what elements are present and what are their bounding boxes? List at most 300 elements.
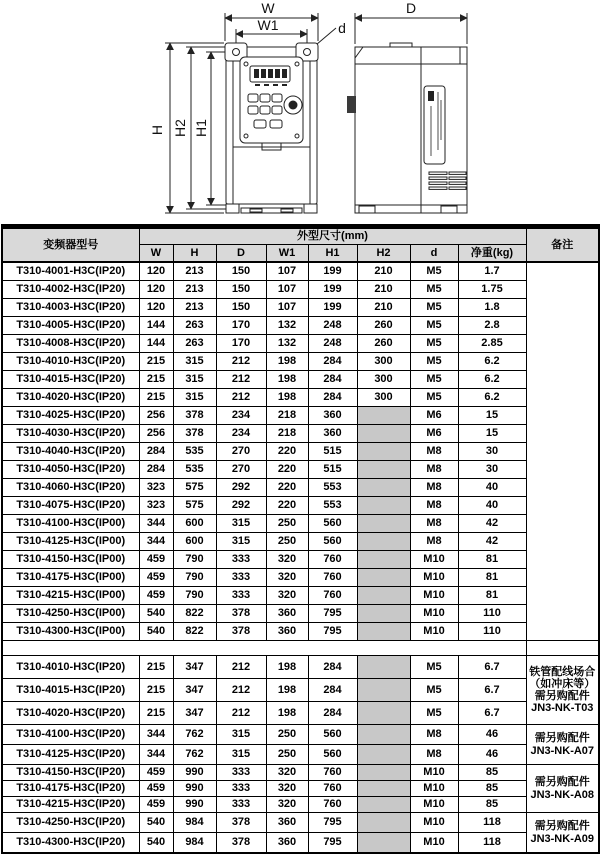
- dim-cell: 560: [308, 533, 357, 551]
- dim-cell: M6: [410, 407, 458, 425]
- model-cell: T310-4150-H3C(IP00): [2, 551, 139, 569]
- model-cell: T310-4015-H3C(IP20): [2, 679, 139, 702]
- dim-cell: 150: [216, 262, 266, 281]
- dim-cell: 333: [216, 587, 266, 605]
- dim-cell: 822: [173, 605, 216, 623]
- dim-cell: 990: [173, 765, 216, 781]
- separator-remark-cell: [526, 641, 599, 656]
- dim-cell: 212: [216, 353, 266, 371]
- dim-cell: 6.7: [458, 656, 526, 679]
- dim-cell: 1.7: [458, 262, 526, 281]
- dim-cell: 15: [458, 407, 526, 425]
- remark-line: 需另购配件: [534, 690, 590, 702]
- dim-cell: [357, 781, 410, 797]
- dim-cell: 118: [458, 833, 526, 854]
- remark-line: JN3-NK-A07: [530, 744, 595, 757]
- col-header-h1: H1: [308, 245, 357, 263]
- model-cell: T310-4030-H3C(IP20): [2, 425, 139, 443]
- dim-cell: 378: [173, 425, 216, 443]
- dim-cell: 215: [139, 702, 173, 725]
- dim-cell: 333: [216, 569, 266, 587]
- dim-cell: 40: [458, 479, 526, 497]
- dim-cell: 540: [139, 833, 173, 854]
- dim-cell: 560: [308, 725, 357, 745]
- dim-cell: M10: [410, 551, 458, 569]
- dim-cell: 315: [216, 725, 266, 745]
- dim-cell: 42: [458, 515, 526, 533]
- dim-cell: 85: [458, 797, 526, 813]
- col-header-d: D: [216, 245, 266, 263]
- table-row: [2, 281, 599, 299]
- dim-cell: 990: [173, 797, 216, 813]
- dim-cell: M8: [410, 515, 458, 533]
- model-cell: T310-4020-H3C(IP20): [2, 702, 139, 725]
- dim-cell: M8: [410, 745, 458, 765]
- remark-line: 需另购配件: [534, 732, 590, 745]
- dim-cell: 40: [458, 497, 526, 515]
- dim-cell: M10: [410, 813, 458, 833]
- model-cell: T310-4015-H3C(IP20): [2, 371, 139, 389]
- dim-cell: M10: [410, 833, 458, 854]
- dim-cell: 347: [173, 702, 216, 725]
- dim-cell: 560: [308, 515, 357, 533]
- dim-cell: 132: [266, 317, 308, 335]
- dim-label-depth: D: [405, 0, 417, 16]
- dim-cell: 515: [308, 461, 357, 479]
- dim-cell: 378: [216, 605, 266, 623]
- dim-cell: 120: [139, 299, 173, 317]
- table-row: [2, 605, 599, 623]
- dim-cell: 822: [173, 623, 216, 641]
- dim-cell: 107: [266, 262, 308, 281]
- front-view: [165, 13, 336, 213]
- dim-cell: 284: [308, 679, 357, 702]
- remark-cell: [526, 765, 599, 813]
- dim-cell: 215: [139, 389, 173, 407]
- model-cell: T310-4215-H3C(IP00): [2, 587, 139, 605]
- dim-cell: 6.2: [458, 371, 526, 389]
- dim-cell: M5: [410, 679, 458, 702]
- dim-cell: M5: [410, 262, 458, 281]
- remark-line: 需另购配件: [534, 776, 590, 789]
- remark-cell: [526, 656, 599, 725]
- model-cell: T310-4050-H3C(IP20): [2, 461, 139, 479]
- dim-cell: 320: [266, 569, 308, 587]
- dim-cell: 144: [139, 317, 173, 335]
- dim-cell: 215: [139, 679, 173, 702]
- table-row: [2, 813, 599, 833]
- dim-cell: M5: [410, 353, 458, 371]
- table-row: [2, 443, 599, 461]
- dim-cell: 300: [357, 389, 410, 407]
- dim-cell: 315: [173, 389, 216, 407]
- dim-cell: 315: [216, 533, 266, 551]
- model-cell: T310-4040-H3C(IP20): [2, 443, 139, 461]
- dim-cell: M8: [410, 443, 458, 461]
- dim-cell: 46: [458, 725, 526, 745]
- dim-cell: M5: [410, 299, 458, 317]
- model-cell: T310-4250-H3C(IP20): [2, 813, 139, 833]
- dim-cell: [357, 702, 410, 725]
- dim-cell: 30: [458, 443, 526, 461]
- dim-cell: 459: [139, 587, 173, 605]
- dim-cell: 760: [308, 765, 357, 781]
- dim-cell: 150: [216, 281, 266, 299]
- dim-cell: 234: [216, 425, 266, 443]
- dim-cell: 459: [139, 797, 173, 813]
- dim-cell: 110: [458, 605, 526, 623]
- dim-cell: [357, 569, 410, 587]
- dim-cell: 218: [266, 425, 308, 443]
- table-row: [2, 515, 599, 533]
- model-cell: T310-4008-H3C(IP20): [2, 335, 139, 353]
- dim-cell: [357, 407, 410, 425]
- dim-cell: M5: [410, 335, 458, 353]
- dim-cell: 212: [216, 389, 266, 407]
- remark-cell: [526, 813, 599, 854]
- dim-cell: 378: [216, 833, 266, 854]
- dim-cell: 795: [308, 605, 357, 623]
- dim-cell: 1.8: [458, 299, 526, 317]
- dim-cell: [357, 813, 410, 833]
- dim-label-w1: W1: [257, 17, 279, 33]
- side-mount-tab: [347, 96, 356, 113]
- model-cell: T310-4300-H3C(IP00): [2, 623, 139, 641]
- dim-cell: 378: [173, 407, 216, 425]
- dim-cell: 198: [266, 702, 308, 725]
- dim-cell: 540: [139, 623, 173, 641]
- dim-cell: [357, 679, 410, 702]
- dim-label-w: W: [261, 0, 275, 16]
- dim-cell: M8: [410, 497, 458, 515]
- dim-cell: 85: [458, 781, 526, 797]
- dim-cell: 220: [266, 479, 308, 497]
- dim-cell: 360: [266, 623, 308, 641]
- dim-cell: M5: [410, 656, 458, 679]
- table-row: [2, 702, 599, 725]
- dim-cell: 333: [216, 781, 266, 797]
- dim-cell: M5: [410, 371, 458, 389]
- dim-cell: 260: [357, 335, 410, 353]
- dim-cell: 6.7: [458, 702, 526, 725]
- remark-line: 铁管配线场合: [529, 665, 596, 678]
- table-row: [2, 679, 599, 702]
- side-body: [355, 47, 467, 213]
- dim-cell: M10: [410, 569, 458, 587]
- dim-cell: 575: [173, 497, 216, 515]
- model-cell: T310-4100-H3C(IP00): [2, 515, 139, 533]
- dim-cell: 132: [266, 335, 308, 353]
- dim-cell: 760: [308, 551, 357, 569]
- dim-cell: M10: [410, 623, 458, 641]
- dim-cell: 150: [216, 299, 266, 317]
- dim-cell: 218: [266, 407, 308, 425]
- dim-cell: M6: [410, 425, 458, 443]
- dim-cell: 2.85: [458, 335, 526, 353]
- dim-cell: 263: [173, 335, 216, 353]
- col-header-h: H: [173, 245, 216, 263]
- dim-cell: 762: [173, 725, 216, 745]
- remark-line: 需另购配件: [534, 820, 590, 833]
- dim-cell: 315: [173, 371, 216, 389]
- dim-cell: 270: [216, 461, 266, 479]
- dim-cell: 1.75: [458, 281, 526, 299]
- dim-cell: [357, 479, 410, 497]
- model-cell: T310-4100-H3C(IP20): [2, 725, 139, 745]
- dim-cell: 198: [266, 679, 308, 702]
- dim-cell: [357, 797, 410, 813]
- col-header-hole-d: d: [410, 245, 458, 263]
- dim-cell: 535: [173, 443, 216, 461]
- table-row: [2, 781, 599, 797]
- col-header-w: W: [139, 245, 173, 263]
- dim-cell: M8: [410, 479, 458, 497]
- dim-cell: 284: [308, 353, 357, 371]
- dim-cell: 360: [266, 833, 308, 854]
- separator-row: [2, 641, 599, 656]
- dim-cell: 984: [173, 813, 216, 833]
- dim-cell: 85: [458, 765, 526, 781]
- table-row: [2, 299, 599, 317]
- dim-cell: 790: [173, 551, 216, 569]
- model-cell: T310-4020-H3C(IP20): [2, 389, 139, 407]
- table-row: [2, 623, 599, 641]
- dim-cell: 215: [139, 371, 173, 389]
- table-row: [2, 833, 599, 854]
- dim-cell: [357, 533, 410, 551]
- dim-cell: M10: [410, 781, 458, 797]
- dim-cell: 515: [308, 443, 357, 461]
- dim-label-h: H: [149, 124, 165, 136]
- dim-cell: [357, 587, 410, 605]
- dim-cell: 198: [266, 389, 308, 407]
- model-cell: T310-4005-H3C(IP20): [2, 317, 139, 335]
- dim-cell: [357, 443, 410, 461]
- dim-cell: 199: [308, 262, 357, 281]
- dim-cell: 210: [357, 262, 410, 281]
- dim-cell: [357, 497, 410, 515]
- dim-cell: 984: [173, 833, 216, 854]
- dim-cell: M8: [410, 533, 458, 551]
- dim-cell: 81: [458, 551, 526, 569]
- dim-cell: 760: [308, 569, 357, 587]
- dim-cell: 213: [173, 281, 216, 299]
- dim-cell: [357, 461, 410, 479]
- dim-cell: 795: [308, 813, 357, 833]
- table-row: [2, 569, 599, 587]
- model-cell: T310-4001-H3C(IP20): [2, 262, 139, 281]
- dim-cell: 360: [308, 425, 357, 443]
- table-row: [2, 479, 599, 497]
- dim-cell: 795: [308, 833, 357, 854]
- dim-cell: 344: [139, 533, 173, 551]
- dim-cell: 292: [216, 497, 266, 515]
- dim-cell: 81: [458, 569, 526, 587]
- model-cell: T310-4002-H3C(IP20): [2, 281, 139, 299]
- table-row: [2, 745, 599, 765]
- dim-label-h1: H1: [193, 119, 209, 137]
- remark-cell: [526, 725, 599, 765]
- table-row: [2, 425, 599, 443]
- dim-cell: 15: [458, 425, 526, 443]
- dim-cell: 199: [308, 281, 357, 299]
- dim-cell: 107: [266, 281, 308, 299]
- drawing-svg: [0, 0, 600, 224]
- table-row: [2, 262, 599, 281]
- model-cell: T310-4010-H3C(IP20): [2, 656, 139, 679]
- dimensions-table: [1, 224, 600, 854]
- col-header-weight: 净重(kg): [458, 245, 526, 263]
- dim-cell: M10: [410, 797, 458, 813]
- remark-line: （如冲床等）: [529, 677, 596, 690]
- dim-cell: 118: [458, 813, 526, 833]
- dim-cell: 575: [173, 479, 216, 497]
- dim-cell: 212: [216, 656, 266, 679]
- table-row: [2, 551, 599, 569]
- dim-cell: M10: [410, 765, 458, 781]
- table-row: [2, 797, 599, 813]
- dim-cell: 762: [173, 745, 216, 765]
- dim-cell: 199: [308, 299, 357, 317]
- dim-cell: 535: [173, 461, 216, 479]
- dim-cell: [357, 745, 410, 765]
- dim-cell: 81: [458, 587, 526, 605]
- dim-cell: 107: [266, 299, 308, 317]
- model-cell: T310-4250-H3C(IP00): [2, 605, 139, 623]
- table-row: [2, 497, 599, 515]
- dim-cell: 42: [458, 533, 526, 551]
- dim-cell: 323: [139, 479, 173, 497]
- dim-cell: 250: [266, 533, 308, 551]
- table-body: [2, 262, 599, 853]
- dim-cell: 323: [139, 497, 173, 515]
- dim-cell: 760: [308, 587, 357, 605]
- dim-cell: [357, 623, 410, 641]
- dim-cell: 215: [139, 656, 173, 679]
- dim-cell: M8: [410, 461, 458, 479]
- table-row: [2, 461, 599, 479]
- dim-cell: M5: [410, 389, 458, 407]
- model-cell: T310-4215-H3C(IP20): [2, 797, 139, 813]
- dim-cell: 110: [458, 623, 526, 641]
- dim-cell: 260: [357, 317, 410, 335]
- dim-cell: 213: [173, 262, 216, 281]
- dim-cell: 553: [308, 479, 357, 497]
- dim-cell: 344: [139, 745, 173, 765]
- dim-cell: 459: [139, 781, 173, 797]
- dim-cell: 378: [216, 813, 266, 833]
- dim-cell: 263: [173, 317, 216, 335]
- table-row: [2, 656, 599, 679]
- dim-cell: 220: [266, 443, 308, 461]
- table-row: [2, 335, 599, 353]
- dim-cell: 2.8: [458, 317, 526, 335]
- dim-cell: 333: [216, 797, 266, 813]
- dim-cell: 320: [266, 781, 308, 797]
- model-cell: T310-4175-H3C(IP00): [2, 569, 139, 587]
- dim-cell: 198: [266, 371, 308, 389]
- dim-cell: 120: [139, 281, 173, 299]
- dim-cell: 212: [216, 679, 266, 702]
- table-row: [2, 317, 599, 335]
- dim-cell: 795: [308, 623, 357, 641]
- dim-cell: 215: [139, 353, 173, 371]
- model-cell: T310-4125-H3C(IP00): [2, 533, 139, 551]
- dim-cell: 250: [266, 725, 308, 745]
- dim-cell: M10: [410, 605, 458, 623]
- dim-cell: 378: [216, 623, 266, 641]
- dim-cell: 320: [266, 797, 308, 813]
- dim-cell: 540: [139, 605, 173, 623]
- dim-cell: M5: [410, 281, 458, 299]
- dim-cell: 344: [139, 515, 173, 533]
- col-header-remark: 备注: [526, 227, 599, 263]
- dim-cell: 220: [266, 497, 308, 515]
- dim-cell: 250: [266, 745, 308, 765]
- dim-cell: 560: [308, 745, 357, 765]
- remark-line: JN3-NK-T03: [531, 702, 594, 715]
- dim-cell: 6.7: [458, 679, 526, 702]
- dim-cell: 256: [139, 407, 173, 425]
- dim-cell: 990: [173, 781, 216, 797]
- dim-cell: 270: [216, 443, 266, 461]
- dim-cell: 292: [216, 479, 266, 497]
- dim-cell: 790: [173, 587, 216, 605]
- table-row: [2, 389, 599, 407]
- dim-cell: 30: [458, 461, 526, 479]
- dim-cell: 344: [139, 725, 173, 745]
- dim-cell: [357, 725, 410, 745]
- table-row: [2, 371, 599, 389]
- dim-cell: 198: [266, 656, 308, 679]
- dim-cell: 220: [266, 461, 308, 479]
- dim-cell: 284: [308, 389, 357, 407]
- dim-cell: 760: [308, 781, 357, 797]
- dim-cell: M8: [410, 725, 458, 745]
- table-row: [2, 587, 599, 605]
- dim-cell: 248: [308, 335, 357, 353]
- dim-cell: 333: [216, 551, 266, 569]
- dim-cell: 320: [266, 765, 308, 781]
- dim-cell: 553: [308, 497, 357, 515]
- dim-cell: 315: [173, 353, 216, 371]
- dim-cell: 284: [308, 702, 357, 725]
- dim-cell: [357, 515, 410, 533]
- remark-line: JN3-NK-A09: [530, 832, 595, 845]
- model-cell: T310-4125-H3C(IP20): [2, 745, 139, 765]
- dim-cell: 144: [139, 335, 173, 353]
- remark-line: JN3-NK-A08: [530, 788, 595, 801]
- model-cell: T310-4075-H3C(IP20): [2, 497, 139, 515]
- dim-cell: 250: [266, 515, 308, 533]
- dim-cell: 760: [308, 797, 357, 813]
- col-header-model: 变频器型号: [2, 227, 139, 263]
- dim-cell: M5: [410, 317, 458, 335]
- dim-cell: 790: [173, 569, 216, 587]
- dim-cell: 234: [216, 407, 266, 425]
- dim-cell: 284: [308, 371, 357, 389]
- model-cell: T310-4010-H3C(IP20): [2, 353, 139, 371]
- dim-cell: [357, 551, 410, 569]
- table-row: [2, 765, 599, 781]
- model-cell: T310-4003-H3C(IP20): [2, 299, 139, 317]
- dim-cell: 248: [308, 317, 357, 335]
- dim-cell: [357, 656, 410, 679]
- dim-cell: 284: [139, 461, 173, 479]
- model-cell: T310-4300-H3C(IP20): [2, 833, 139, 854]
- dim-cell: 300: [357, 371, 410, 389]
- dim-cell: 210: [357, 299, 410, 317]
